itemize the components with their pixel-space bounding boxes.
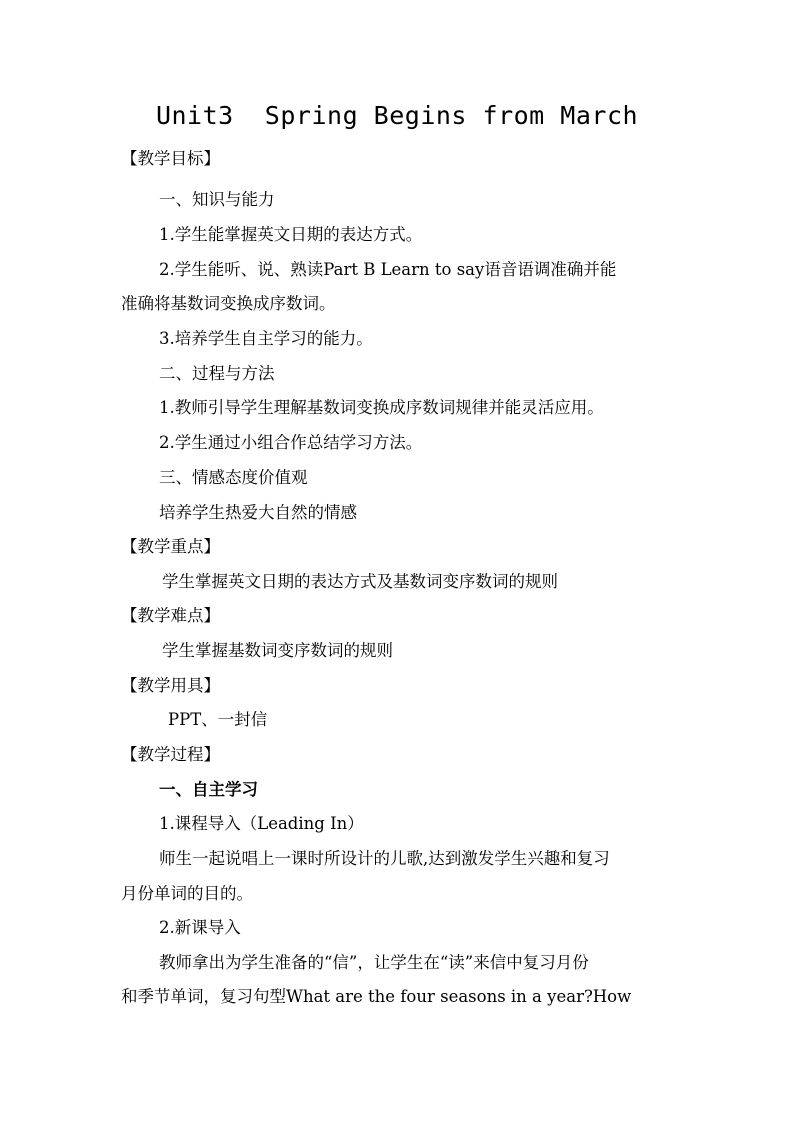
paragraph-line: 培养学生热爱大自然的情感 bbox=[159, 503, 357, 522]
paragraph-line: 1.课程导入（Leading In） bbox=[159, 814, 364, 833]
section-heading-key-points: 【教学重点】 bbox=[121, 537, 220, 556]
paragraph-line: 教师拿出为学生准备的“信”，让学生在“读”来信中复习月份 bbox=[159, 953, 589, 972]
paragraph-line: PPT、一封信 bbox=[168, 710, 268, 729]
paragraph-line: 准确将基数词变换成序数词。 bbox=[121, 294, 336, 313]
paragraph-line: 师生一起说唱上一课时所设计的儿歌,达到激发学生兴趣和复习 bbox=[159, 849, 610, 868]
document-title: Unit3 Spring Begins from March bbox=[155, 101, 639, 130]
section-heading-tools: 【教学用具】 bbox=[121, 676, 220, 695]
subheading-process: 二、过程与方法 bbox=[159, 364, 275, 383]
subheading-values: 三、情感态度价值观 bbox=[159, 468, 308, 487]
paragraph-line: 2.新课导入 bbox=[159, 918, 241, 937]
paragraph-line: 2.学生能听、说、熟读Part B Learn to say语音语调准确并能 bbox=[159, 260, 617, 279]
paragraph-line: 学生掌握基数词变序数词的规则 bbox=[162, 641, 393, 660]
paragraph-line: 1.教师引导学生理解基数词变换成序数词规律并能灵活应用。 bbox=[159, 398, 604, 417]
paragraph-line: 和季节单词，复习句型What are the four seasons in a year?How bbox=[121, 987, 632, 1006]
section-heading-difficulties: 【教学难点】 bbox=[121, 606, 220, 625]
paragraph-line: 3.培养学生自主学习的能力。 bbox=[159, 329, 373, 348]
subheading-knowledge: 一、知识与能力 bbox=[159, 190, 275, 209]
paragraph-line: 学生掌握英文日期的表达方式及基数词变序数词的规则 bbox=[162, 572, 558, 591]
paragraph-line: 月份单词的目的。 bbox=[121, 884, 253, 903]
subheading-self-study: 一、自主学习 bbox=[159, 780, 258, 799]
paragraph-line: 1.学生能掌握英文日期的表达方式。 bbox=[159, 225, 423, 244]
paragraph-line: 2.学生通过小组合作总结学习方法。 bbox=[159, 433, 423, 452]
section-heading-process: 【教学过程】 bbox=[121, 745, 220, 764]
section-heading-objectives: 【教学目标】 bbox=[121, 149, 220, 168]
